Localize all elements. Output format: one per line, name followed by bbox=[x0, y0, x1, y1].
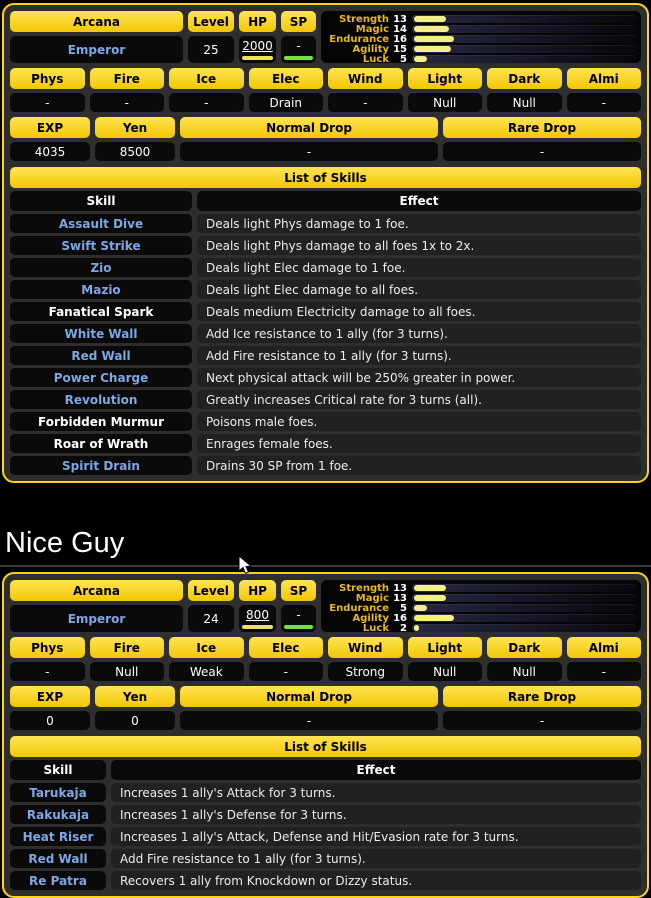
skill-effect: Deals light Phys damage to all foes 1x to 2x. bbox=[197, 236, 641, 255]
skill-name: Fanatical Spark bbox=[10, 302, 192, 321]
normal-drop-header: Normal Drop bbox=[180, 686, 438, 707]
reward-table bbox=[10, 686, 641, 730]
resist-value-phys: - bbox=[10, 93, 85, 112]
resist-value-ice: - bbox=[169, 93, 244, 112]
resist-header-fire: Fire bbox=[90, 68, 165, 89]
sp-value: - bbox=[296, 38, 301, 53]
skill-name[interactable]: Zio bbox=[10, 258, 192, 277]
skill-row bbox=[10, 258, 641, 277]
hp-value-link[interactable]: 800 bbox=[246, 607, 269, 622]
level-value: 25 bbox=[188, 36, 234, 63]
skill-column-header: Skill bbox=[10, 760, 106, 780]
arcana-link[interactable]: Emperor bbox=[67, 42, 126, 57]
skill-effect: Deals medium Electricity damage to all foes. bbox=[197, 302, 641, 321]
page-title: Nice Guy bbox=[5, 527, 125, 559]
stat-bar-fill bbox=[414, 585, 446, 591]
level-header: Level bbox=[188, 580, 234, 601]
yen-value: 0 bbox=[95, 711, 175, 730]
hp-header: HP bbox=[239, 580, 276, 601]
skill-row bbox=[10, 390, 641, 409]
stat-bar-track bbox=[412, 15, 636, 23]
resist-header-elec: Elec bbox=[249, 68, 324, 89]
resist-value-fire: Null bbox=[90, 662, 165, 681]
skill-name[interactable]: Red Wall bbox=[10, 849, 106, 868]
skill-effect: Greatly increases Critical rate for 3 turns (all). bbox=[197, 390, 641, 409]
exp-value: 0 bbox=[10, 711, 90, 730]
stat-row-magic: Magic 13 bbox=[329, 593, 636, 603]
heading-divider bbox=[0, 565, 651, 567]
skill-effect: Next physical attack will be 250% greater in power. bbox=[197, 368, 641, 387]
skill-row bbox=[10, 280, 641, 299]
resist-value-wind: Strong bbox=[328, 662, 403, 681]
resist-value-ice: Weak bbox=[169, 662, 244, 681]
arcana-link[interactable]: Emperor bbox=[67, 611, 126, 626]
exp-value: 4035 bbox=[10, 142, 90, 161]
skill-name[interactable]: Mazio bbox=[10, 280, 192, 299]
skill-effect: Add Fire resistance to 1 ally (for 3 turns). bbox=[111, 849, 641, 868]
rare-drop-value: - bbox=[443, 142, 641, 161]
skill-name[interactable]: Revolution bbox=[10, 390, 192, 409]
stats-panel bbox=[321, 580, 641, 632]
stat-bar-track bbox=[412, 25, 636, 33]
stat-bar-fill bbox=[414, 46, 451, 52]
skill-row bbox=[10, 236, 641, 255]
stat-bar-fill bbox=[414, 56, 427, 62]
stat-row-luck: Luck 2 bbox=[329, 623, 636, 633]
skill-name[interactable]: Heat Riser bbox=[10, 827, 106, 846]
effect-column-header: Effect bbox=[111, 760, 641, 780]
skill-row bbox=[10, 368, 641, 387]
skill-row bbox=[10, 456, 641, 475]
skill-effect: Deals light Elec damage to 1 foe. bbox=[197, 258, 641, 277]
skill-table-header bbox=[10, 760, 641, 780]
skill-name[interactable]: Power Charge bbox=[10, 368, 192, 387]
skill-row bbox=[10, 849, 641, 868]
resist-value-dark: Null bbox=[487, 662, 562, 681]
stat-bar-track bbox=[412, 55, 636, 63]
skill-name[interactable]: Re Patra bbox=[10, 871, 106, 890]
resist-value-light: Null bbox=[408, 93, 483, 112]
skill-effect: Add Fire resistance to 1 ally (for 3 turns). bbox=[197, 346, 641, 365]
resist-header-ice: Ice bbox=[169, 68, 244, 89]
skill-row bbox=[10, 783, 641, 802]
list-of-skills-banner: List of Skills bbox=[10, 736, 641, 757]
rare-drop-header: Rare Drop bbox=[443, 117, 641, 138]
resist-header-dark: Dark bbox=[487, 68, 562, 89]
sp-gauge bbox=[284, 56, 313, 60]
skill-row bbox=[10, 302, 641, 321]
skill-column-header: Skill bbox=[10, 191, 192, 211]
yen-header: Yen bbox=[95, 686, 175, 707]
exp-header: EXP bbox=[10, 117, 90, 138]
skill-effect: Deals light Phys damage to 1 foe. bbox=[197, 214, 641, 233]
skill-name: Roar of Wrath bbox=[10, 434, 192, 453]
stat-bar-fill bbox=[414, 615, 454, 621]
resistance-table bbox=[10, 68, 641, 112]
skill-name[interactable]: Swift Strike bbox=[10, 236, 192, 255]
sp-cell bbox=[281, 605, 316, 632]
enemy-stat-table-2 bbox=[2, 572, 649, 898]
resist-value-fire: - bbox=[90, 93, 165, 112]
sp-value: - bbox=[296, 607, 301, 622]
effect-column-header: Effect bbox=[197, 191, 641, 211]
exp-header: EXP bbox=[10, 686, 90, 707]
stat-bar-track bbox=[412, 614, 636, 622]
hp-header: HP bbox=[239, 11, 276, 32]
normal-drop-header: Normal Drop bbox=[180, 117, 438, 138]
skill-name[interactable]: White Wall bbox=[10, 324, 192, 343]
skill-effect: Add Ice resistance to 1 ally (for 3 turns). bbox=[197, 324, 641, 343]
skill-table-header bbox=[10, 191, 641, 211]
skill-name[interactable]: Rakukaja bbox=[10, 805, 106, 824]
arcana-header: Arcana bbox=[10, 11, 183, 32]
rare-drop-value: - bbox=[443, 711, 641, 730]
stat-bar-fill bbox=[414, 26, 449, 32]
hp-gauge bbox=[242, 625, 273, 629]
skill-name[interactable]: Red Wall bbox=[10, 346, 192, 365]
arcana-header: Arcana bbox=[10, 580, 183, 601]
skill-name[interactable]: Assault Dive bbox=[10, 214, 192, 233]
list-of-skills-banner: List of Skills bbox=[10, 167, 641, 188]
skill-name[interactable]: Spirit Drain bbox=[10, 456, 192, 475]
skill-row bbox=[10, 214, 641, 233]
skill-effect: Poisons male foes. bbox=[197, 412, 641, 431]
skill-effect: Increases 1 ally's Defense for 3 turns. bbox=[111, 805, 641, 824]
resist-header-ice: Ice bbox=[169, 637, 244, 658]
skill-name: Forbidden Murmur bbox=[10, 412, 192, 431]
resist-value-almi: - bbox=[567, 93, 642, 112]
skill-row bbox=[10, 805, 641, 824]
skill-row bbox=[10, 324, 641, 343]
rare-drop-header: Rare Drop bbox=[443, 686, 641, 707]
stat-row-strength: Strength 13 bbox=[329, 14, 636, 24]
reward-table bbox=[10, 117, 641, 161]
stat-bar-track bbox=[412, 624, 636, 632]
stat-row-luck: Luck 5 bbox=[329, 54, 636, 64]
stat-bar-track bbox=[412, 604, 636, 612]
hp-cell bbox=[239, 36, 276, 63]
skill-row bbox=[10, 434, 641, 453]
skill-effect: Increases 1 ally's Attack, Defense and Hit/Evasion rate for 3 turns. bbox=[111, 827, 641, 846]
hp-gauge bbox=[242, 56, 273, 60]
stat-row-strength: Strength 13 bbox=[329, 583, 636, 593]
resist-value-wind: - bbox=[328, 93, 403, 112]
level-value: 24 bbox=[188, 605, 234, 632]
normal-drop-value: - bbox=[180, 711, 438, 730]
stats-panel bbox=[321, 11, 641, 63]
skill-effect: Deals light Elec damage to all foes. bbox=[197, 280, 641, 299]
resist-value-phys: - bbox=[10, 662, 85, 681]
skill-row bbox=[10, 412, 641, 431]
resist-value-dark: Null bbox=[487, 93, 562, 112]
resist-header-phys: Phys bbox=[10, 637, 85, 658]
yen-header: Yen bbox=[95, 117, 175, 138]
skill-name[interactable]: Tarukaja bbox=[10, 783, 106, 802]
level-header: Level bbox=[188, 11, 234, 32]
normal-drop-value: - bbox=[180, 142, 438, 161]
resist-header-fire: Fire bbox=[90, 637, 165, 658]
sp-gauge bbox=[284, 625, 313, 629]
sp-cell bbox=[281, 36, 316, 63]
resist-header-almi: Almi bbox=[567, 68, 642, 89]
resist-header-dark: Dark bbox=[487, 637, 562, 658]
stat-row-magic: Magic 14 bbox=[329, 24, 636, 34]
resist-header-phys: Phys bbox=[10, 68, 85, 89]
resistance-table bbox=[10, 637, 641, 681]
sp-header: SP bbox=[281, 11, 316, 32]
stat-bar-fill bbox=[414, 625, 419, 631]
stat-bar-track bbox=[412, 45, 636, 53]
resist-value-elec: Drain bbox=[249, 93, 324, 112]
stat-bar-track bbox=[412, 594, 636, 602]
enemy-stat-table-1 bbox=[2, 3, 649, 483]
resist-header-almi: Almi bbox=[567, 637, 642, 658]
sp-header: SP bbox=[281, 580, 316, 601]
skill-effect: Enrages female foes. bbox=[197, 434, 641, 453]
stat-row-endurance: Endurance 16 bbox=[329, 34, 636, 44]
stat-bar-fill bbox=[414, 595, 446, 601]
stat-bar-track bbox=[412, 584, 636, 592]
skill-row bbox=[10, 346, 641, 365]
stat-bar-fill bbox=[414, 16, 446, 22]
stat-row-agility: Agility 16 bbox=[329, 613, 636, 623]
resist-header-wind: Wind bbox=[328, 68, 403, 89]
stat-row-agility: Agility 15 bbox=[329, 44, 636, 54]
skill-effect: Drains 30 SP from 1 foe. bbox=[197, 456, 641, 475]
stat-bar-fill bbox=[414, 605, 427, 611]
resist-value-light: Null bbox=[408, 662, 483, 681]
yen-value: 8500 bbox=[95, 142, 175, 161]
stat-bar-fill bbox=[414, 36, 454, 42]
resist-value-elec: - bbox=[249, 662, 324, 681]
resist-value-almi: - bbox=[567, 662, 642, 681]
resist-header-light: Light bbox=[408, 68, 483, 89]
resist-header-light: Light bbox=[408, 637, 483, 658]
skill-effect: Increases 1 ally's Attack for 3 turns. bbox=[111, 783, 641, 802]
stat-row-endurance: Endurance 5 bbox=[329, 603, 636, 613]
stat-bar-track bbox=[412, 35, 636, 43]
skill-row bbox=[10, 827, 641, 846]
skill-effect: Recovers 1 ally from Knockdown or Dizzy status. bbox=[111, 871, 641, 890]
resist-header-elec: Elec bbox=[249, 637, 324, 658]
hp-cell bbox=[239, 605, 276, 632]
hp-value-link[interactable]: 2000 bbox=[242, 38, 273, 53]
mouse-cursor-icon bbox=[238, 555, 252, 579]
resist-header-wind: Wind bbox=[328, 637, 403, 658]
